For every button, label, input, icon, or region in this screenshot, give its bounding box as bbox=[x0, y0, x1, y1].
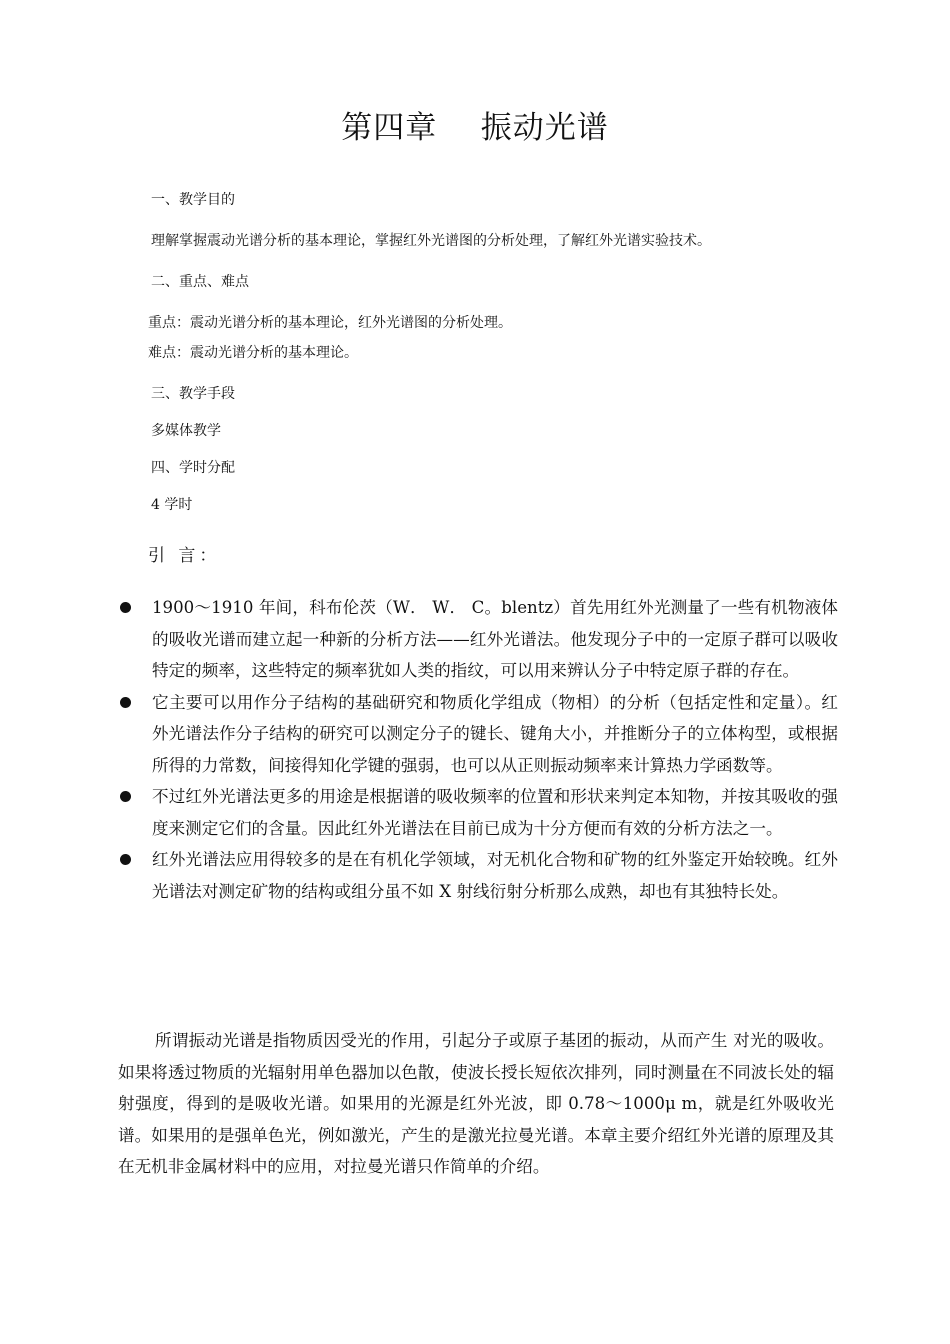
hours-text: 4 学时 bbox=[151, 497, 193, 513]
objective-heading: 一、教学目的 bbox=[151, 192, 235, 208]
bullet-dot-icon bbox=[120, 602, 131, 613]
bullet-text: 它主要可以用作分子结构的基础研究和物质化学组成（物相）的分析（包括定性和定量）。红外光谱法作分子结构的研究可以测定分子的键长、键角大小，并推断分子的立体构型，或根据所得的力常数，间接得知化学键的强弱，也可以从正则振动频率来计算热力学函数等。 bbox=[152, 692, 838, 775]
method-text: 多媒体教学 bbox=[151, 423, 221, 439]
objective-text: 理解掌握震动光谱分析的基本理论，掌握红外光谱图的分析处理，了解红外光谱实验技术。 bbox=[151, 233, 711, 249]
bullet-item bbox=[118, 687, 838, 782]
bullet-item bbox=[118, 592, 838, 687]
keypoints-heading: 二、重点、难点 bbox=[151, 274, 249, 290]
method-heading: 三、教学手段 bbox=[151, 386, 235, 402]
chapter-title: 第四章 振动光谱 bbox=[341, 110, 609, 146]
bullet-text: 1900～1910 年间，科布伦茨（W． W． C。blentz）首先用红外光测量了一些有机物液体的吸收光谱而建立起一种新的分析方法——红外光谱法。他发现分子中的一定原子群可以吸收特定的频率，这些特定的频率犹如人类的指纹，可以用来辨认分子中特定原子群的存在。 bbox=[152, 598, 838, 680]
bullet-dot-icon bbox=[120, 791, 131, 802]
bullet-text: 红外光谱法应用得较多的是在有机化学领域，对无机化合物和矿物的红外鉴定开始较晚。红外光谱法对测定矿物的结构或组分虽不如 X 射线衍射分析那么成熟，却也有其独特长处。 bbox=[152, 850, 838, 901]
intro-heading: 引 言： bbox=[148, 546, 221, 566]
bullet-text: 不过红外光谱法更多的用途是根据谱的吸收频率的位置和形状来判定本知物，并按其吸收的强度来测定它们的含量。因此红外光谱法在目前已成为十分方便而有效的分析方法之一。 bbox=[152, 787, 838, 838]
intro-bullet-list bbox=[118, 592, 838, 907]
hours-heading: 四、学时分配 bbox=[151, 460, 235, 476]
body-paragraph: 所谓振动光谱是指物质因受光的作用，引起分子或原子基团的振动，从而产生 对光的吸收。如果将透过物质的光辐射用单色器加以色散，使波长授长短依次排列，同时测量在不同波长处的辐射强度，得到的是吸收光谱。如果用的光源是红外光波，即 0.78～1000μ m，就是红外吸收光谱。如果用的是强单色光，例如激光，产生的是激光拉曼光谱。本章主要介绍红外光谱的原理及其在无机非金属材料中的应用，对拉曼光谱只作简单的介绍。 bbox=[118, 1031, 834, 1176]
key-point-text: 重点：震动光谱分析的基本理论，红外光谱图的分析处理。 bbox=[148, 315, 512, 331]
bullet-item bbox=[118, 844, 838, 907]
bullet-dot-icon bbox=[120, 697, 131, 708]
difficult-point-text: 难点：震动光谱分析的基本理论。 bbox=[148, 345, 358, 361]
bullet-item bbox=[118, 781, 838, 844]
bullet-dot-icon bbox=[120, 854, 131, 865]
